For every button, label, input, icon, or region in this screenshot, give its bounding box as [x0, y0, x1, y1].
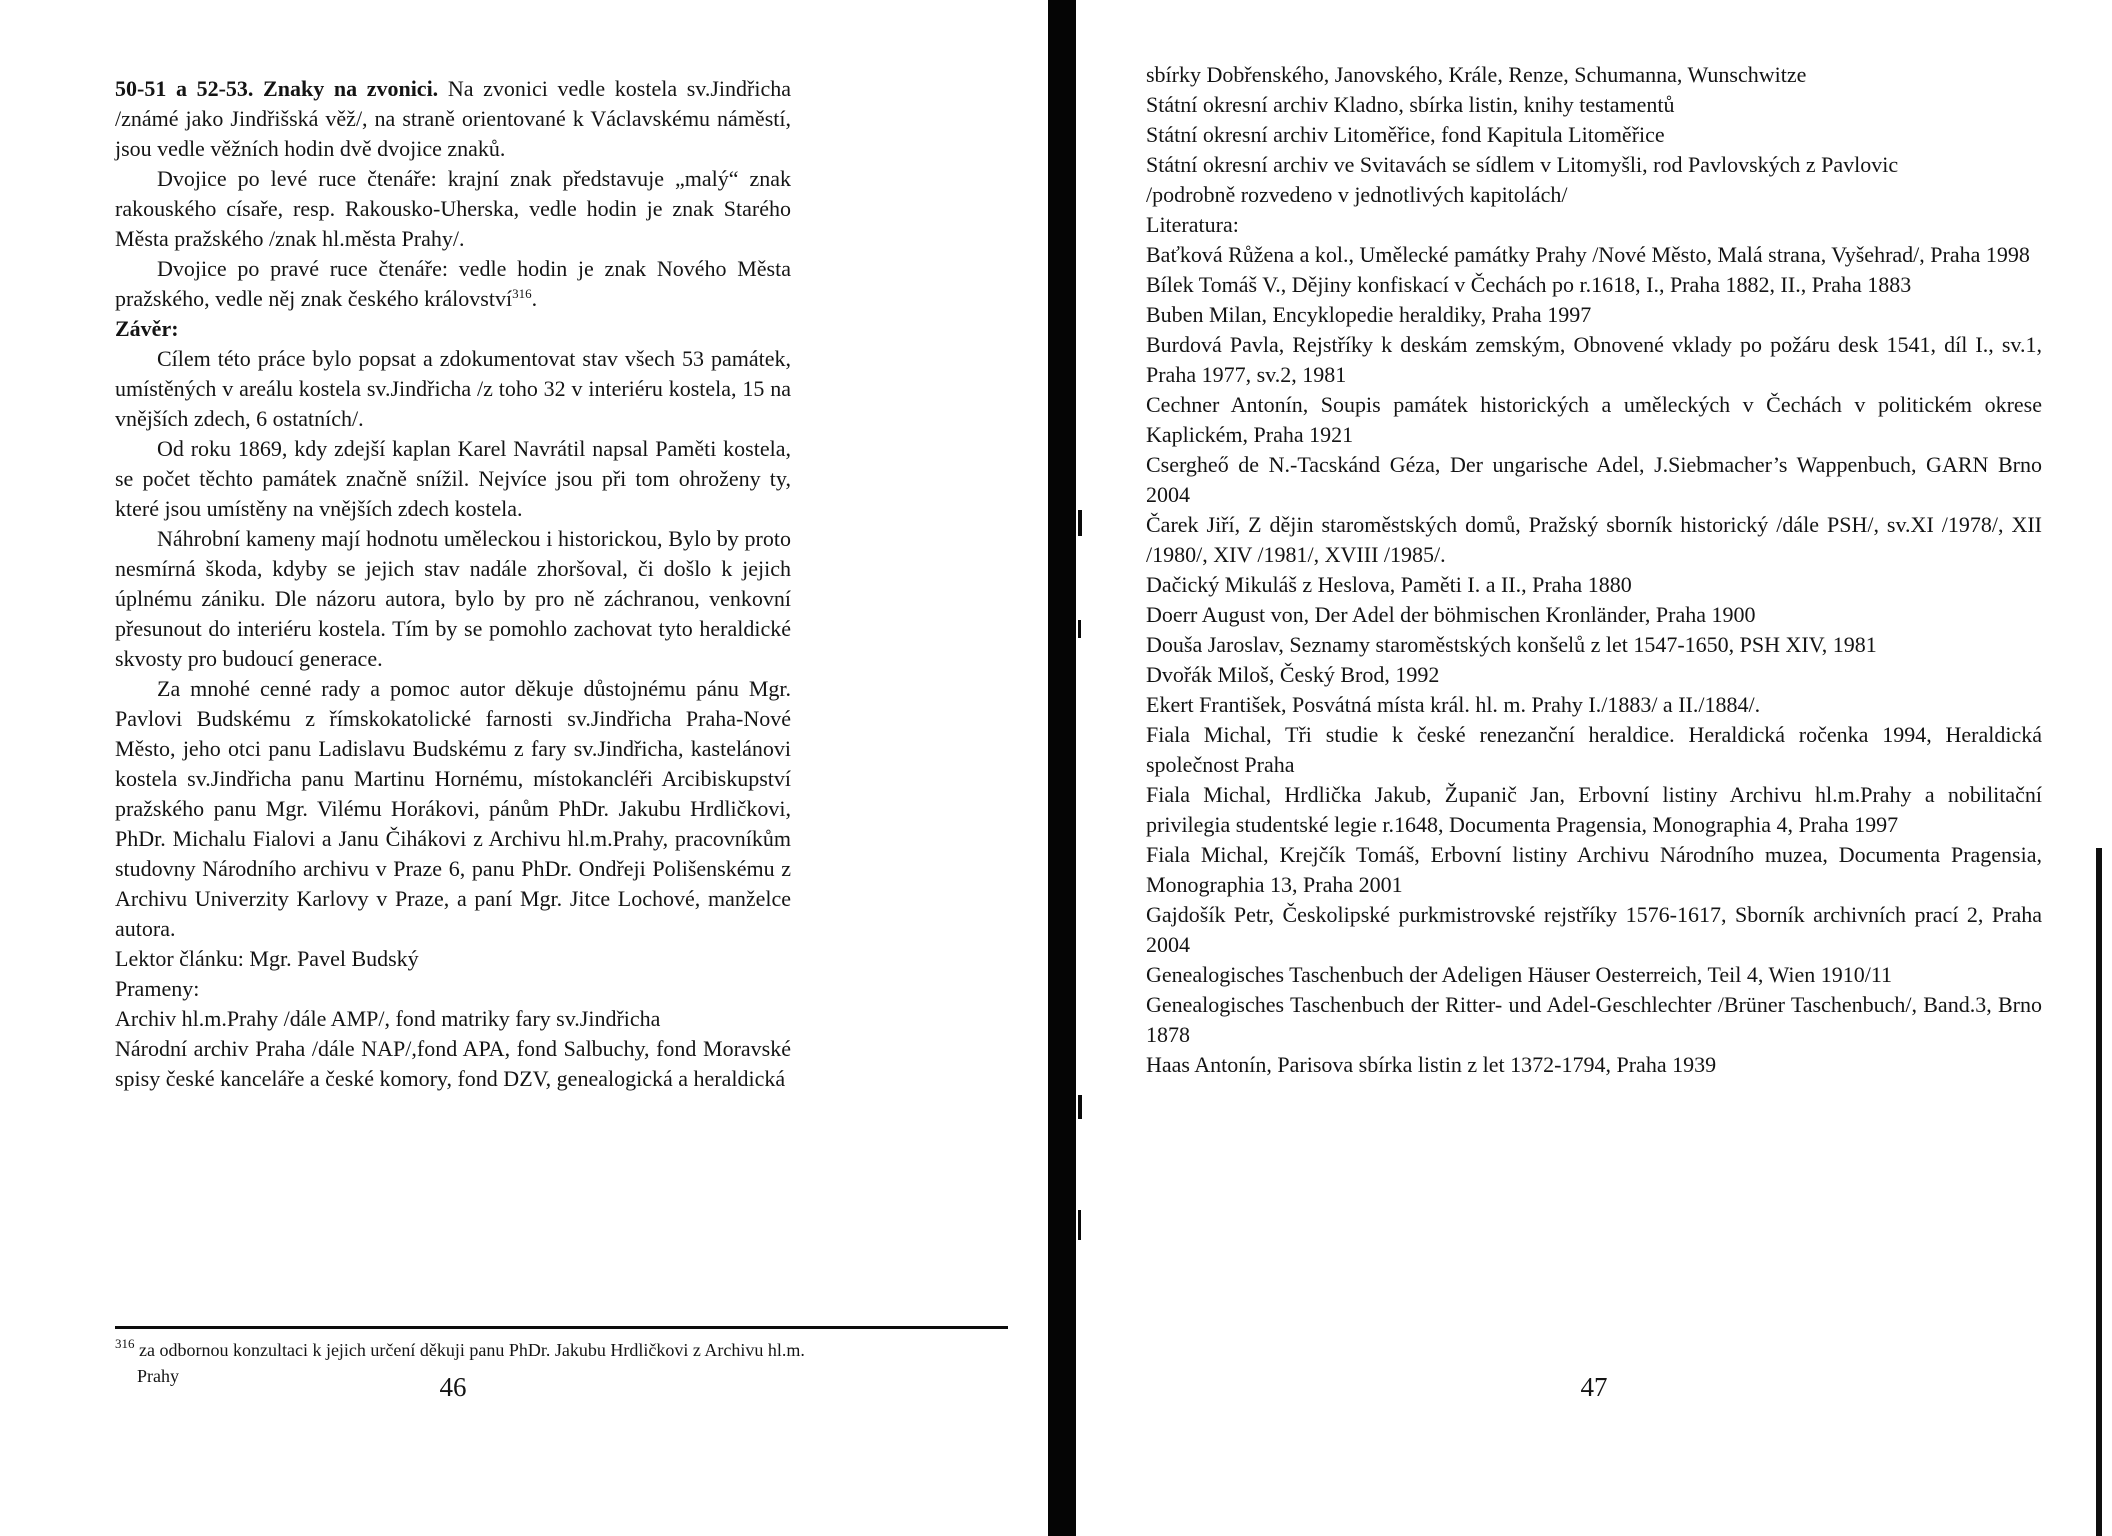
bibliography-entry: Dvořák Miloš, Český Brod, 1992: [1146, 662, 1440, 687]
footnote-text: $^{316}$ za odbornou konzultaci k jejich určení děkuji panu PhDr. Jakubu Hrdličkovi z Archivu hl.m. Prahy: [115, 1336, 805, 1386]
source-line: Státní okresní archiv ve Svitavách se sídlem v Litomyšli, rod Pavlovských z Pavlovic: [1146, 152, 1899, 177]
lektor-line: Lektor článku: Mgr. Pavel Budský: [115, 946, 419, 971]
bibliography-entry: Fiala Michal, Krejčík Tomáš, Erbovní listiny Archivu Národního muzea, Documenta Pragensia, Monographia 13, Praha 2001: [1146, 842, 2042, 897]
zaver-paragraph: Náhrobní kameny mají hodnotu uměleckou i historickou, Bylo by proto nesmírná škoda, kdyby se jejich stav nadále zhoršoval, či došlo k jejich úplnému zániku. Dle názoru autora, bylo by pro ně záchranou, venkovní přesunout do interiéru kostela. Tím by se pomohlo zachovat tyto heraldické skvosty pro budoucí generace.: [115, 526, 791, 671]
bibliography-entry: Genealogisches Taschenbuch der Adeligen Häuser Oesterreich, Teil 4, Wien 1910/11: [1146, 962, 1893, 987]
source-line: sbírky Dobřenského, Janovského, Krále, Renze, Schumanna, Wunschwitze: [1146, 62, 1807, 87]
binding-artifact: [1078, 1210, 1081, 1240]
bibliography-entry: Buben Milan, Encyklopedie heraldiky, Praha 1997: [1146, 302, 1592, 327]
right-page: [1146, 60, 2042, 1080]
bibliography-entry: Fiala Michal, Hrdlička Jakub, Županič Jan, Erbovní listiny Archivu hl.m.Prahy a nobilitační privilegia studentské legie r.1648, Documenta Pragensia, Monographia 4, Praha 1997: [1146, 782, 2042, 837]
zaver-paragraph: Za mnohé cenné rady a pomoc autor děkuje důstojnému pánu Mgr. Pavlovi Budskému z římskokatolické farnosti sv.Jindřicha Praha-Nové Město, jeho otci panu Ladislavu Budskému z fary sv.Jindřicha, kastelánovi kostela sv.Jindřicha panu Martinu Hornému, místokancléři Arcibiskupství pražského panu Mgr. Vilému Horákovi, pánům PhDr. Jakubu Hrdličkovi, PhDr. Michalu Fialovi a Janu Čihákovi z Archivu hl.m.Prahy, pracovníkům studovny Národního archivu v Praze 6, panu PhDr. Ondřeji Polišenskému z Archivu Univerzity Karlovy v Praze, a paní Mgr. Jitce Lochové, manželce autora.: [115, 676, 791, 941]
bibliography-entry: Gajdošík Petr, Českolipské purkmistrovské rejstříky 1576-1617, Sborník archivních prací 2, Praha 2004: [1146, 902, 2042, 957]
page-number-right: 47: [1580, 1372, 1608, 1402]
zaver-paragraph: Od roku 1869, kdy zdejší kaplan Karel Navrátil napsal Paměti kostela, se počet těchto památek značně snížil. Nejvíce jsou při tom ohroženy ty, které jsou umístěny na vnějších zdech kostela.: [115, 436, 791, 521]
left-page: [115, 74, 791, 1094]
bibliography-entry: Bílek Tomáš V., Dějiny konfiskací v Čechách po r.1618, I., Praha 1882, II., Praha 1883: [1146, 272, 1912, 297]
bibliography-entry: Čarek Jiří, Z dějin staroměstských domů, Pražský sborník historický /dále PSH/, sv.XI /1978/, XII /1980/, XIV /1981/, XVIII /1985/.: [1146, 512, 2042, 567]
bibliography-entry: Fiala Michal, Tři studie k české renezanční heraldice. Heraldická ročenka 1994, Heraldická společnost Praha: [1146, 722, 2042, 777]
bibliography-entry: Burdová Pavla, Rejstříky k deskám zemským, Obnovené vklady po požáru desk 1541, díl I., sv.1, Praha 1977, sv.2, 1981: [1146, 332, 2042, 387]
scan-edge-line: [2096, 848, 2102, 1536]
intro-paragraph: [115, 74, 791, 164]
bibliography-entry: Csergheő de N.-Tacskánd Géza, Der ungarische Adel, J.Siebmacher’s Wappenbuch, GARN Brno 2004: [1146, 452, 2042, 507]
paragraph-right-pair: Dvojice po pravé ruce čtenáře: vedle hodin je znak Nového Města pražského, vedle něj znak českého království$^{316}$.: [115, 256, 791, 311]
page-gutter-bar: [1048, 0, 1076, 1536]
intro-paragraph-rest: Na zvonici vedle kostela sv.Jindřicha /známé jako Jindřišská věž/, na straně orientované k Václavskému náměstí, jsou vedle věžních hodin dvě dvojice znaků.: [115, 76, 791, 161]
paragraph-left-pair: Dvojice po levé ruce čtenáře: krajní znak představuje „malý“ znak rakouského císaře, resp. Rakousko-Uherska, vedle hodin je znak Starého Města pražského /znak hl.města Prahy/.: [115, 166, 791, 251]
binding-artifact: [1078, 1095, 1082, 1119]
bibliography-entry: Dačický Mikuláš z Heslova, Paměti I. a II., Praha 1880: [1146, 572, 1632, 597]
prameny-line: Národní archiv Praha /dále NAP/,fond APA, fond Salbuchy, fond Moravské spisy české kanceláře a české komory, fond DZV, genealogická a heraldická: [115, 1036, 791, 1091]
footnote-number: 316: [115, 1336, 135, 1351]
footnote-rule: [115, 1326, 1008, 1329]
prameny-line: Archiv hl.m.Prahy /dále AMP/, fond matriky fary sv.Jindřicha: [115, 1006, 661, 1031]
source-line: Státní okresní archiv Kladno, sbírka listin, knihy testamentů: [1146, 92, 1675, 117]
literatura-heading: Literatura:: [1146, 212, 1239, 237]
intro-paragraph-lead: 50-51 a 52-53. Znaky na zvonici.: [115, 76, 439, 101]
source-line: Státní okresní archiv Litoměřice, fond Kapitula Litoměřice: [1146, 122, 1665, 147]
binding-artifact: [1078, 620, 1081, 638]
page-number-left: 46: [439, 1372, 467, 1402]
binding-artifact: [1078, 510, 1082, 536]
bibliography-entry: Ekert František, Posvátná místa král. hl. m. Prahy I./1883/ a II./1884/.: [1146, 692, 1761, 717]
bibliography-entry: Baťková Růžena a kol., Umělecké památky Prahy /Nové Město, Malá strana, Vyšehrad/, Praha 1998: [1146, 242, 2030, 267]
bibliography-entry: Doerr August von, Der Adel der böhmischen Kronländer, Praha 1900: [1146, 602, 1756, 627]
bibliography-entry: Haas Antonín, Parisova sbírka listin z let 1372-1794, Praha 1939: [1146, 1052, 1717, 1077]
bibliography-entry: Genealogisches Taschenbuch der Ritter- und Adel-Geschlechter /Brüner Taschenbuch/, Band.3, Brno 1878: [1146, 992, 2042, 1047]
bibliography-entry: Douša Jaroslav, Seznamy staroměstských konšelů z let 1547-1650, PSH XIV, 1981: [1146, 632, 1877, 657]
bibliography-entry: Cechner Antonín, Soupis památek historických a uměleckých v Čechách v politickém okrese Kaplickém, Praha 1921: [1146, 392, 2042, 447]
footnote-reference: 316: [512, 286, 532, 301]
zaver-heading: Závěr:: [115, 316, 179, 341]
zaver-paragraph: Cílem této práce bylo popsat a zdokumentovat stav všech 53 památek, umístěných v areálu kostela sv.Jindřicha /z toho 32 v interiéru kostela, 15 na vnějších zdech, 6 ostatních/.: [115, 346, 791, 431]
source-line: /podrobně rozvedeno v jednotlivých kapitolách/: [1146, 182, 1568, 207]
prameny-heading: Prameny:: [115, 976, 200, 1001]
